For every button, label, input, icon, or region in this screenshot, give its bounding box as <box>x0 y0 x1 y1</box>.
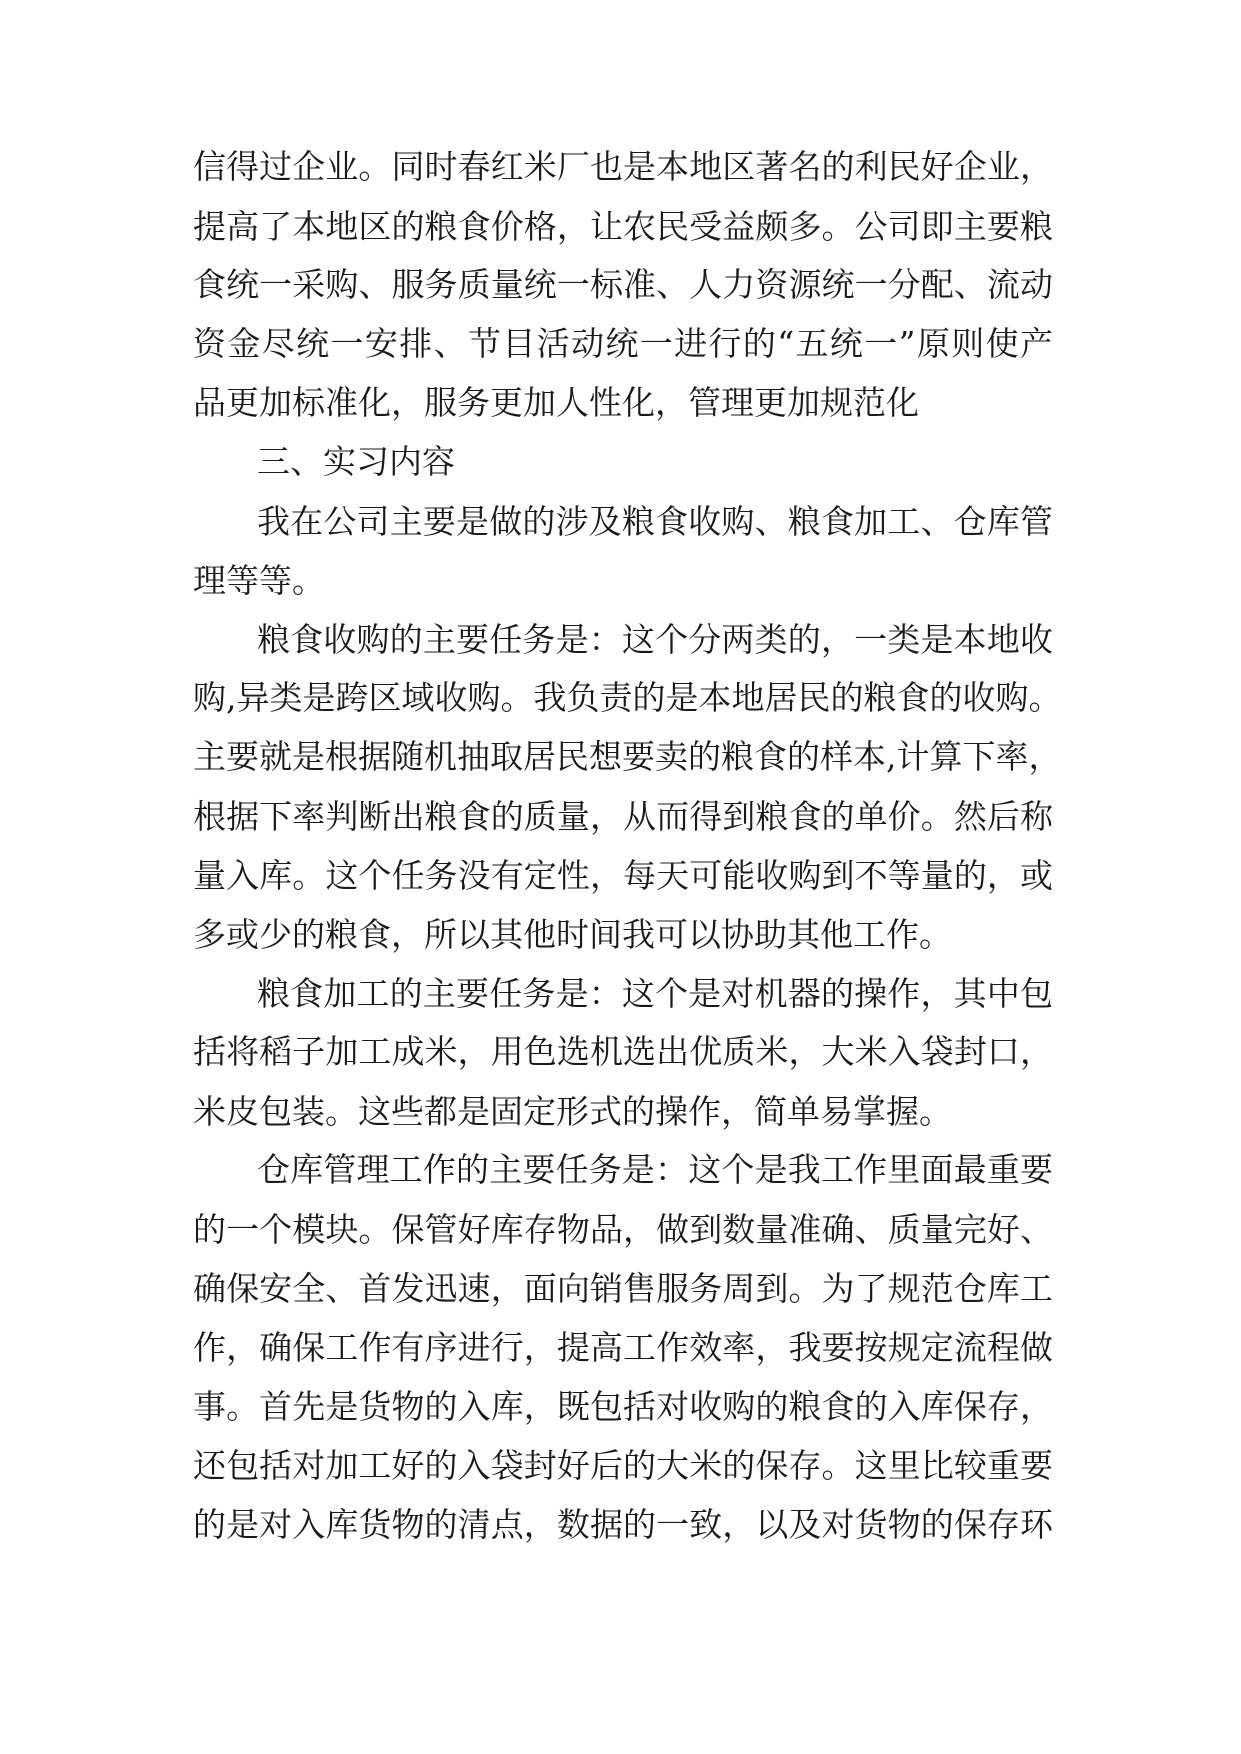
text-line: 米皮包装。这些都是固定形式的操作，简单易掌握。 <box>193 1092 952 1131</box>
text-line: 事。首先是货物的入库，既包括对收购的粮食的入库保存， <box>193 1387 1053 1426</box>
text-line: 的一个模块。保管好库存物品，做到数量准确、质量完好、 <box>193 1210 1053 1249</box>
text-line: 提高了本地区的粮食价格，让农民受益颇多。公司即主要粮 <box>193 207 1053 246</box>
paragraph-first-line: 粮食加工的主要任务是：这个是对机器的操作，其中包 <box>257 974 1053 1013</box>
text-line: 多或少的粮食，所以其他时间我可以协助其他工作。 <box>193 915 952 954</box>
text-line: 还包括对加工好的入袋封好后的大米的保存。这里比较重要 <box>193 1446 1053 1485</box>
section-heading: 三、实习内容 <box>257 442 455 481</box>
text-line: 主要就是根据随机抽取居民想要卖的粮食的样本,计算下率， <box>193 737 1062 776</box>
paragraph-first-line: 粮食收购的主要任务是：这个分两类的，一类是本地收 <box>257 620 1053 659</box>
text-line: 根据下率判断出粮食的质量，从而得到粮食的单价。然后称 <box>193 797 1053 836</box>
paragraph-first-line: 仓库管理工作的主要任务是：这个是我工作里面最重要 <box>257 1150 1053 1189</box>
text-line: 理等等。 <box>193 561 325 600</box>
text-line: 作，确保工作有序进行，提高工作效率，我要按规定流程做 <box>193 1328 1053 1367</box>
text-line: 资金尽统一安排、节目活动统一进行的“五统一”原则使产 <box>193 324 1053 363</box>
text-line: 信得过企业。同时春红米厂也是本地区著名的利民好企业， <box>193 147 1053 186</box>
text-line: 购,异类是跨区域收购。我负责的是本地居民的粮食的收购。 <box>193 678 1062 717</box>
text-line: 品更加标准化，服务更加人性化，管理更加规范化 <box>193 383 919 422</box>
text-line: 食统一采购、服务质量统一标准、人力资源统一分配、流动 <box>193 265 1053 304</box>
paragraph-first-line: 我在公司主要是做的涉及粮食收购、粮食加工、仓库管 <box>257 502 1053 541</box>
text-line: 量入库。这个任务没有定性，每天可能收购到不等量的，或 <box>193 856 1053 895</box>
text-line: 的是对入库货物的清点，数据的一致，以及对货物的保存环 <box>193 1505 1053 1544</box>
text-line: 确保安全、首发迅速，面向销售服务周到。为了规范仓库工 <box>193 1269 1053 1308</box>
text-line: 括将稻子加工成米，用色选机选出优质米，大米入袋封口， <box>193 1032 1053 1071</box>
